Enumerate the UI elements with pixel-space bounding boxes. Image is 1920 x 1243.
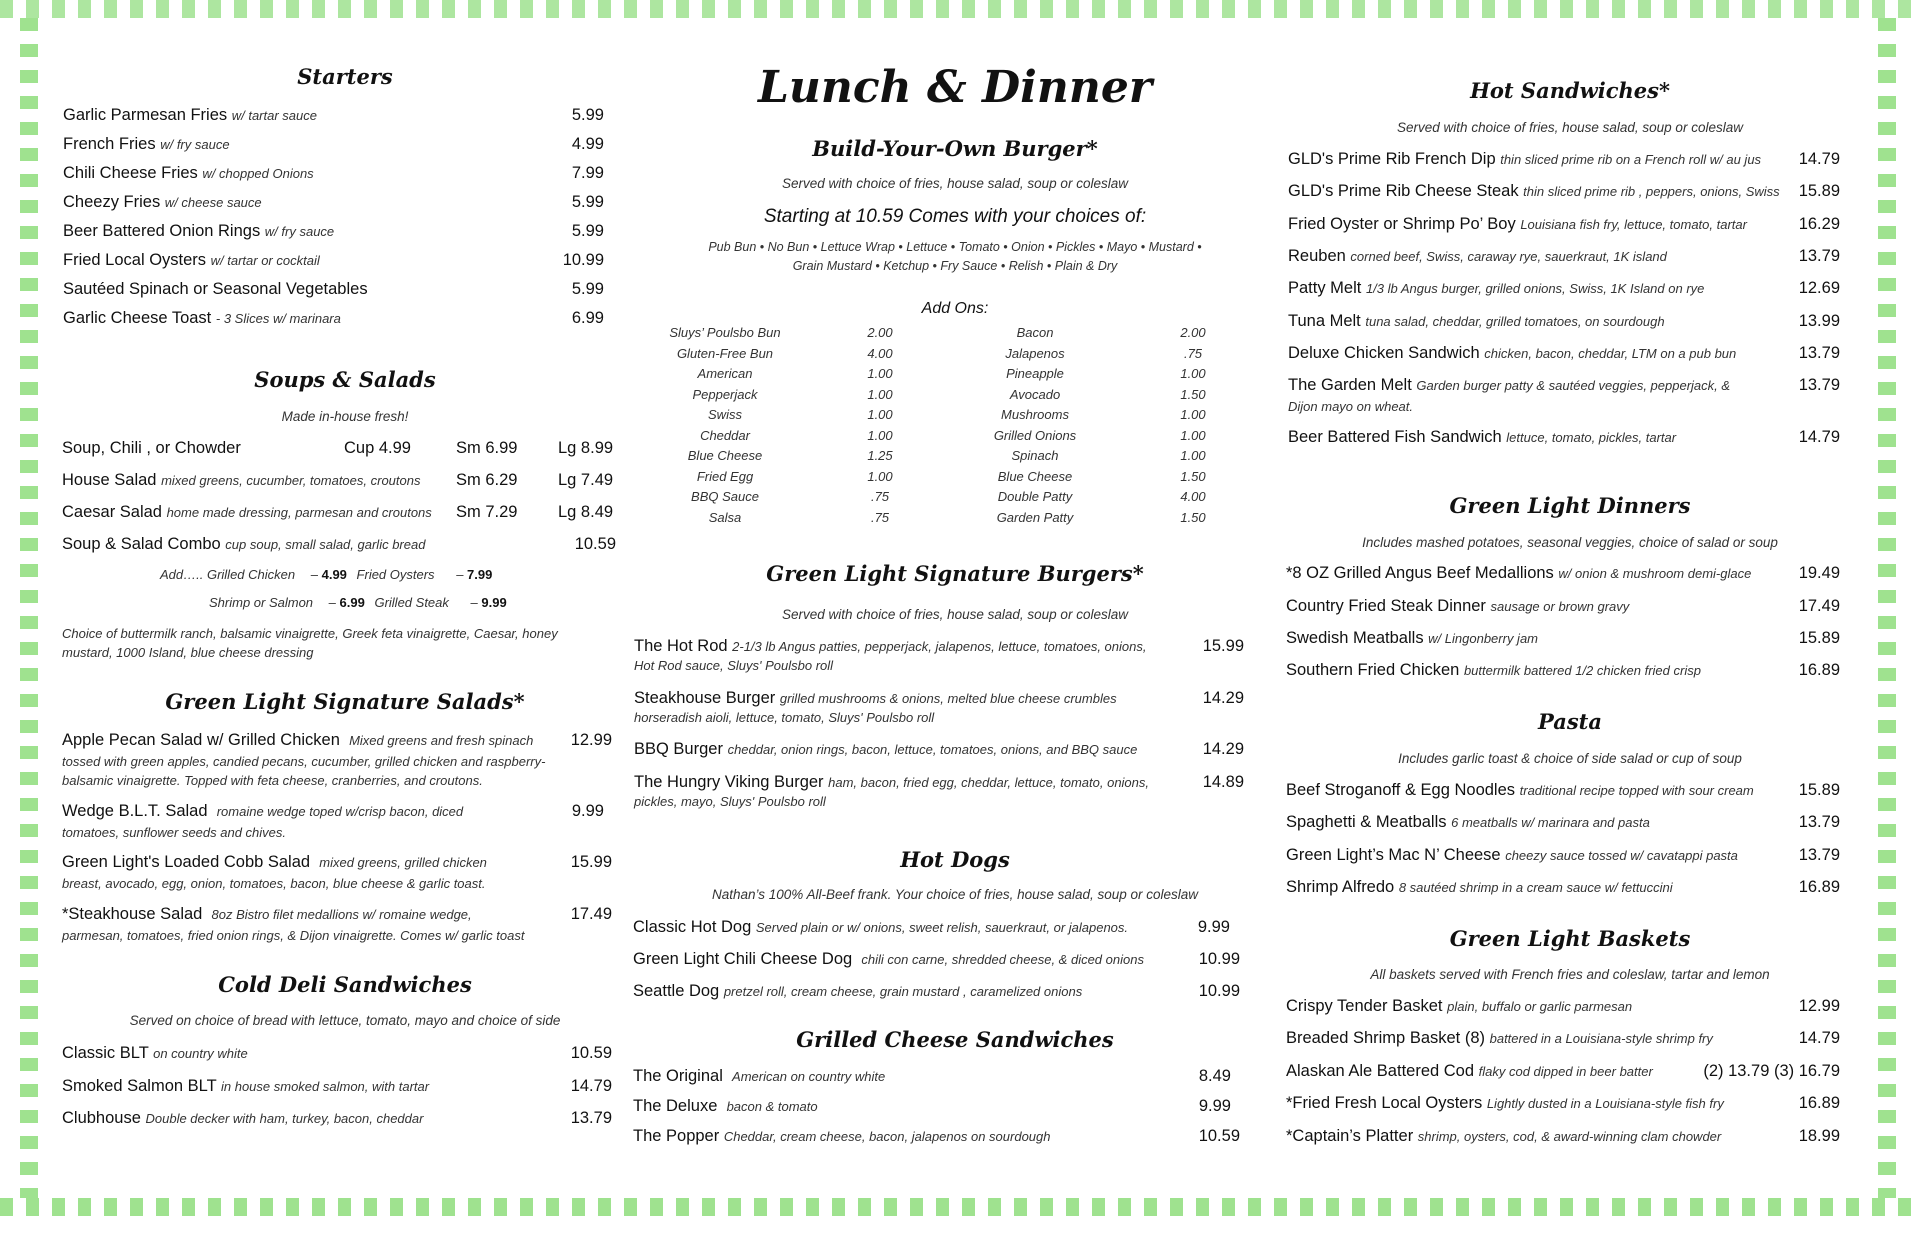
item-price: 5.99 <box>571 280 604 298</box>
list-item: Country Fried Steak Dinner sausage or brown gravy <box>1286 597 1630 615</box>
item-price: 15.89 <box>1798 629 1840 647</box>
addon-name: BBQ Sauce <box>691 489 759 504</box>
hot-sandwiches-subtitle: Served with choice of fries, house salad, soup or coleslaw <box>1397 120 1743 135</box>
item-description: tossed with green apples, candied pecans, cucumber, grilled chicken and raspberry- <box>62 754 546 769</box>
item-price: 13.79 <box>1798 813 1840 831</box>
list-item: Spaghetti & Meatballs 6 meatballs w/ marinara and pasta <box>1286 813 1650 831</box>
list-item: Smoked Salmon BLT in house smoked salmon, with tartar <box>62 1077 430 1095</box>
list-item: Classic BLT on country white <box>62 1044 248 1062</box>
combo-price: 10.59 <box>574 535 616 553</box>
soups-subtitle: Made in-house fresh! <box>281 409 409 424</box>
list-item: Wedge B.L.T. Salad romaine wedge toped w/crisp bacon, diced <box>62 802 464 820</box>
list-item: Beef Stroganoff & Egg Noodles traditional recipe topped with sour cream <box>1286 781 1754 799</box>
list-item: GLD's Prime Rib Cheese Steak thin sliced prime rib , peppers, onions, Swiss <box>1288 182 1780 200</box>
item-price: 10.59 <box>570 1044 612 1062</box>
hot-dogs-title: Hot Dogs <box>900 847 1010 872</box>
item-price: 5.99 <box>571 222 604 240</box>
item-price: 13.79 <box>1798 247 1840 265</box>
addon-price: 1.00 <box>867 366 893 381</box>
add-ons-title: Add Ons: <box>921 300 989 317</box>
item-price: 13.79 <box>570 1109 612 1127</box>
item-price: 9.99 <box>571 802 604 820</box>
list-item: Clubhouse Double decker with ham, turkey, bacon, cheddar <box>62 1109 424 1127</box>
addon-price: 1.00 <box>867 469 893 484</box>
signature-salads-title: Green Light Signature Salads* <box>165 689 525 714</box>
item-price: 14.29 <box>1202 689 1244 707</box>
addon-price: 4.00 <box>867 346 893 361</box>
starters-title: Starters <box>297 64 393 89</box>
item-price: 13.79 <box>1798 376 1840 394</box>
item-price: 14.79 <box>1798 428 1840 446</box>
list-item: Crispy Tender Basket plain, buffalo or garlic parmesan <box>1286 997 1633 1015</box>
addon-price: 1.00 <box>867 407 893 422</box>
list-item: Fried Oyster or Shrimp Po’ Boy Louisiana fish fry, lettuce, tomato, tartar <box>1288 215 1747 233</box>
list-item: Fried Local Oysters w/ tartar or cocktail <box>63 251 320 269</box>
addon-name: Avocado <box>1009 387 1061 402</box>
item-price: 14.79 <box>1798 1029 1840 1047</box>
item-price: 18.99 <box>1798 1127 1840 1145</box>
addon-price: 1.00 <box>1180 366 1206 381</box>
addon-price: 1.50 <box>1180 510 1206 525</box>
addon-name: Blue Cheese <box>687 448 763 463</box>
list-item: Green Light Chili Cheese Dog chili con carne, shredded cheese, & diced onions <box>633 950 1144 968</box>
caesar-salad-lg-price: Lg 8.49 <box>558 503 614 521</box>
addon-price: 2.00 <box>867 325 893 340</box>
item-price: 14.79 <box>1798 150 1840 168</box>
pasta-subtitle: Includes garlic toast & choice of side salad or cup of soup <box>1398 751 1742 766</box>
burger-choices-line-2: Grain Mustard • Ketchup • Fry Sauce • Relish • Plain & Dry <box>792 259 1118 273</box>
item-price: 5.99 <box>571 106 604 124</box>
list-item: The Deluxe bacon & tomato <box>633 1097 818 1115</box>
page-title: Lunch & Dinner <box>757 62 1153 113</box>
addon-price: 1.50 <box>1180 387 1206 402</box>
item-price: 16.89 <box>1798 661 1840 679</box>
list-item: Shrimp Alfredo 8 sautéed shrimp in a cream sauce w/ fettuccini <box>1286 878 1673 896</box>
addon-name: Pepperjack <box>692 387 758 402</box>
list-item: Garlic Cheese Toast - 3 Slices w/ marinara <box>63 309 341 327</box>
addon-name: Cheddar <box>700 428 750 443</box>
item-description: pickles, mayo, Sluys' Poulsbo roll <box>634 794 826 809</box>
signature-burgers-subtitle: Served with choice of fries, house salad, soup or coleslaw <box>782 607 1128 622</box>
item-price: 9.99 <box>1197 918 1230 936</box>
item-price: 5.99 <box>571 193 604 211</box>
item-price: 13.79 <box>1798 846 1840 864</box>
list-item: Apple Pecan Salad w/ Grilled Chicken Mixed greens and fresh spinach <box>62 731 534 749</box>
hot-sandwiches-title: Hot Sandwiches* <box>1470 78 1670 103</box>
burger-choices-line-1: Pub Bun • No Bun • Lettuce Wrap • Lettuce • Tomato • Onion • Pickles • Mayo • Mustard • <box>708 240 1202 254</box>
item-price: 10.99 <box>1198 950 1240 968</box>
hot-dogs-subtitle: Nathan’s 100% All-Beef frank. Your choice of fries, house salad, soup or coleslaw <box>711 887 1199 902</box>
burger-title: Build-Your-Own Burger* <box>812 136 1098 161</box>
list-item: Reuben corned beef, Swiss, caraway rye, sauerkraut, 1K island <box>1288 247 1667 265</box>
addon-name: Blue Cheese <box>997 469 1073 484</box>
list-item: *Fried Fresh Local Oysters Lightly dusted in a Louisiana-style fish fry <box>1286 1094 1724 1112</box>
list-item: Tuna Melt tuna salad, cheddar, grilled tomatoes, on sourdough <box>1288 312 1665 330</box>
list-item: *8 OZ Grilled Angus Beef Medallions w/ onion & mushroom demi-glace <box>1286 564 1752 582</box>
list-item: Beer Battered Fish Sandwich lettuce, tomato, pickles, tartar <box>1288 428 1677 446</box>
addon-name: American <box>697 366 753 381</box>
add-on-line-1: Add….. Grilled Chicken – 4.99 Fried Oysters – 7.99 <box>160 567 493 582</box>
caesar-salad-sm-price: Sm 7.29 <box>456 503 518 521</box>
item-price: 19.49 <box>1798 564 1840 582</box>
item-price: 8.49 <box>1198 1067 1231 1085</box>
chowder-cup-price: Cup 4.99 <box>344 439 411 457</box>
addon-name: Salsa <box>708 510 742 525</box>
addon-name: Garden Patty <box>996 510 1074 525</box>
addon-price: .75 <box>870 510 890 525</box>
addon-price: 1.00 <box>867 387 893 402</box>
baskets-subtitle: All baskets served with French fries and coleslaw, tartar and lemon <box>1370 967 1770 982</box>
addon-name: Bacon <box>1016 325 1054 340</box>
addon-name: Sluys’ Poulsbo Bun <box>669 325 781 340</box>
item-price: 17.49 <box>570 905 612 923</box>
list-item: Garlic Parmesan Fries w/ tartar sauce <box>63 106 317 124</box>
item-description: Dijon mayo on wheat. <box>1288 399 1414 414</box>
dressings-note-line-1: Choice of buttermilk ranch, balsamic vinaigrette, Greek feta vinaigrette, Caesar, honey <box>62 626 558 641</box>
chowder-lg-price: Lg 8.99 <box>558 439 614 457</box>
grilled-cheese-title: Grilled Cheese Sandwiches <box>796 1027 1114 1052</box>
item-price: 17.49 <box>1798 597 1840 615</box>
list-item: Steakhouse Burger grilled mushrooms & onions, melted blue cheese crumbles <box>634 689 1117 707</box>
item-price: 15.89 <box>1798 781 1840 799</box>
list-item: Alaskan Ale Battered Cod flaky cod dipped in beer batter <box>1286 1062 1653 1080</box>
item-price: 16.29 <box>1798 215 1840 233</box>
list-item: The Garden Melt Garden burger patty & sautéed veggies, pepperjack, & <box>1288 376 1731 394</box>
item-price: 10.99 <box>1198 982 1240 1000</box>
addon-name: Gluten-Free Bun <box>676 346 774 361</box>
house-salad-lg-price: Lg 7.49 <box>558 471 614 489</box>
pasta-title: Pasta <box>1538 709 1602 734</box>
item-price: 12.69 <box>1798 279 1840 297</box>
addon-name: Mushrooms <box>1001 407 1069 422</box>
addon-price: 1.00 <box>867 428 893 443</box>
item-price: (2) 13.79 (3) 16.79 <box>1703 1062 1840 1080</box>
item-price: 14.79 <box>570 1077 612 1095</box>
addon-name: Jalapenos <box>1005 346 1065 361</box>
item-price: 16.89 <box>1798 878 1840 896</box>
list-item: French Fries w/ fry sauce <box>63 135 230 153</box>
list-item: Green Light's Loaded Cobb Salad mixed greens, grilled chicken <box>62 853 487 871</box>
addon-price: 1.00 <box>1180 428 1206 443</box>
list-item: Southern Fried Chicken buttermilk battered 1/2 chicken fried crisp <box>1286 661 1701 679</box>
list-item: Deluxe Chicken Sandwich chicken, bacon, cheddar, LTM on a pub bun <box>1288 344 1737 362</box>
item-description: Hot Rod sauce, Sluys' Poulsbo roll <box>634 658 834 673</box>
addon-price: 4.00 <box>1180 489 1206 504</box>
cold-deli-title: Cold Deli Sandwiches <box>218 972 472 997</box>
item-description: horseradish aioli, lettuce, tomato, Sluys' Poulsbo roll <box>634 710 935 725</box>
item-price: 14.89 <box>1202 773 1244 791</box>
cold-deli-subtitle: Served on choice of bread with lettuce, tomato, mayo and choice of side <box>129 1013 561 1028</box>
item-price: 16.89 <box>1798 1094 1840 1112</box>
addon-price: 2.00 <box>1180 325 1206 340</box>
item-description: tomatoes, sunflower seeds and chives. <box>62 825 287 840</box>
item-price: 13.79 <box>1798 344 1840 362</box>
baskets-title: Green Light Baskets <box>1449 926 1691 951</box>
list-item: Classic Hot Dog Served plain or w/ onions, sweet relish, sauerkraut, or jalapenos. <box>633 918 1129 936</box>
chowder-item: Soup, Chili , or Chowder <box>62 439 241 457</box>
item-description: parmesan, tomatoes, fried onion rings, & Dijon vinaigrette. Comes w/ garlic toast <box>62 928 525 943</box>
addon-price: .75 <box>870 489 890 504</box>
soups-salads-title: Soups & Salads <box>254 367 436 392</box>
addon-name: Double Patty <box>997 489 1073 504</box>
item-price: 10.59 <box>1198 1127 1240 1145</box>
list-item: Beer Battered Onion Rings w/ fry sauce <box>63 222 335 240</box>
list-item: The Original American on country white <box>633 1067 886 1085</box>
chowder-sm-price: Sm 6.99 <box>456 439 518 457</box>
list-item: GLD's Prime Rib French Dip thin sliced prime rib on a French roll w/ au jus <box>1288 150 1762 168</box>
caesar-salad-item: Caesar Salad home made dressing, parmesan and croutons <box>62 503 432 521</box>
list-item: *Captain’s Platter shrimp, oysters, cod, & award-winning clam chowder <box>1286 1127 1722 1145</box>
item-price: 7.99 <box>571 164 604 182</box>
addon-name: Fried Egg <box>696 469 754 484</box>
list-item: The Hot Rod 2-1/3 lb Angus patties, pepperjack, jalapenos, lettuce, tomatoes, onions, <box>634 637 1147 655</box>
addon-name: Pineapple <box>1006 366 1064 381</box>
item-description: breast, avocado, egg, onion, tomatoes, bacon, blue cheese & garlic toast. <box>62 876 486 891</box>
item-price: 9.99 <box>1198 1097 1231 1115</box>
addon-name: Grilled Onions <box>993 428 1077 443</box>
item-price: 13.99 <box>1798 312 1840 330</box>
list-item: Patty Melt 1/3 lb Angus burger, grilled onions, Swiss, 1K Island on rye <box>1288 279 1705 297</box>
item-price: 15.99 <box>1202 637 1244 655</box>
list-item: Cheezy Fries w/ cheese sauce <box>63 193 262 211</box>
list-item: The Popper Cheddar, cream cheese, bacon, jalapenos on sourdough <box>633 1127 1051 1145</box>
item-price: 10.99 <box>562 251 604 269</box>
item-price: 12.99 <box>1798 997 1840 1015</box>
addon-price: 1.00 <box>1180 407 1206 422</box>
list-item: Green Light’s Mac N’ Cheese cheezy sauce tossed w/ cavatappi pasta <box>1286 846 1738 864</box>
dinners-subtitle: Includes mashed potatoes, seasonal veggies, choice of salad or soup <box>1362 535 1778 550</box>
add-on-line-2: Shrimp or Salmon – 6.99 Grilled Steak – 9.99 <box>209 595 507 610</box>
addon-price: 1.25 <box>867 448 893 463</box>
addon-price: .75 <box>1183 346 1203 361</box>
house-salad-item: House Salad mixed greens, cucumber, tomatoes, croutons <box>62 471 421 489</box>
item-price: 4.99 <box>571 135 604 153</box>
addon-price: 1.50 <box>1180 469 1206 484</box>
list-item: Sautéed Spinach or Seasonal Vegetables <box>63 280 368 298</box>
list-item: Chili Cheese Fries w/ chopped Onions <box>63 164 314 182</box>
item-price: 14.29 <box>1202 740 1244 758</box>
house-salad-sm-price: Sm 6.29 <box>456 471 518 489</box>
list-item: Breaded Shrimp Basket (8) battered in a Louisiana-style shrimp fry <box>1286 1029 1713 1047</box>
dressings-note-line-2: mustard, 1000 Island, blue cheese dressing <box>62 645 314 660</box>
soup-salad-combo-item: Soup & Salad Combo cup soup, small salad, garlic bread <box>62 535 426 553</box>
dinners-title: Green Light Dinners <box>1449 493 1691 518</box>
addon-name: Spinach <box>1011 448 1059 463</box>
burger-subtitle: Served with choice of fries, house salad, soup or coleslaw <box>782 176 1128 191</box>
addon-price: 1.00 <box>1180 448 1206 463</box>
burger-starting-price: Starting at 10.59 Comes with your choices of: <box>763 206 1147 227</box>
item-price: 15.89 <box>1798 182 1840 200</box>
list-item: Swedish Meatballs w/ Lingonberry jam <box>1286 629 1538 647</box>
item-price: 6.99 <box>571 309 604 327</box>
list-item: BBQ Burger cheddar, onion rings, bacon, lettuce, tomatoes, onions, and BBQ sauce <box>634 740 1138 758</box>
signature-burgers-title: Green Light Signature Burgers* <box>766 561 1144 586</box>
list-item: The Hungry Viking Burger ham, bacon, fried egg, cheddar, lettuce, tomato, onions, <box>634 773 1150 791</box>
item-price: 15.99 <box>570 853 612 871</box>
item-price: 12.99 <box>570 731 612 749</box>
item-description: balsamic vinaigrette. Topped with feta cheese, cranberries, and croutons. <box>62 773 483 788</box>
list-item: *Steakhouse Salad 8oz Bistro filet medallions w/ romaine wedge, <box>62 905 472 923</box>
addon-name: Swiss <box>708 407 742 422</box>
list-item: Seattle Dog pretzel roll, cream cheese, grain mustard , caramelized onions <box>633 982 1083 1000</box>
